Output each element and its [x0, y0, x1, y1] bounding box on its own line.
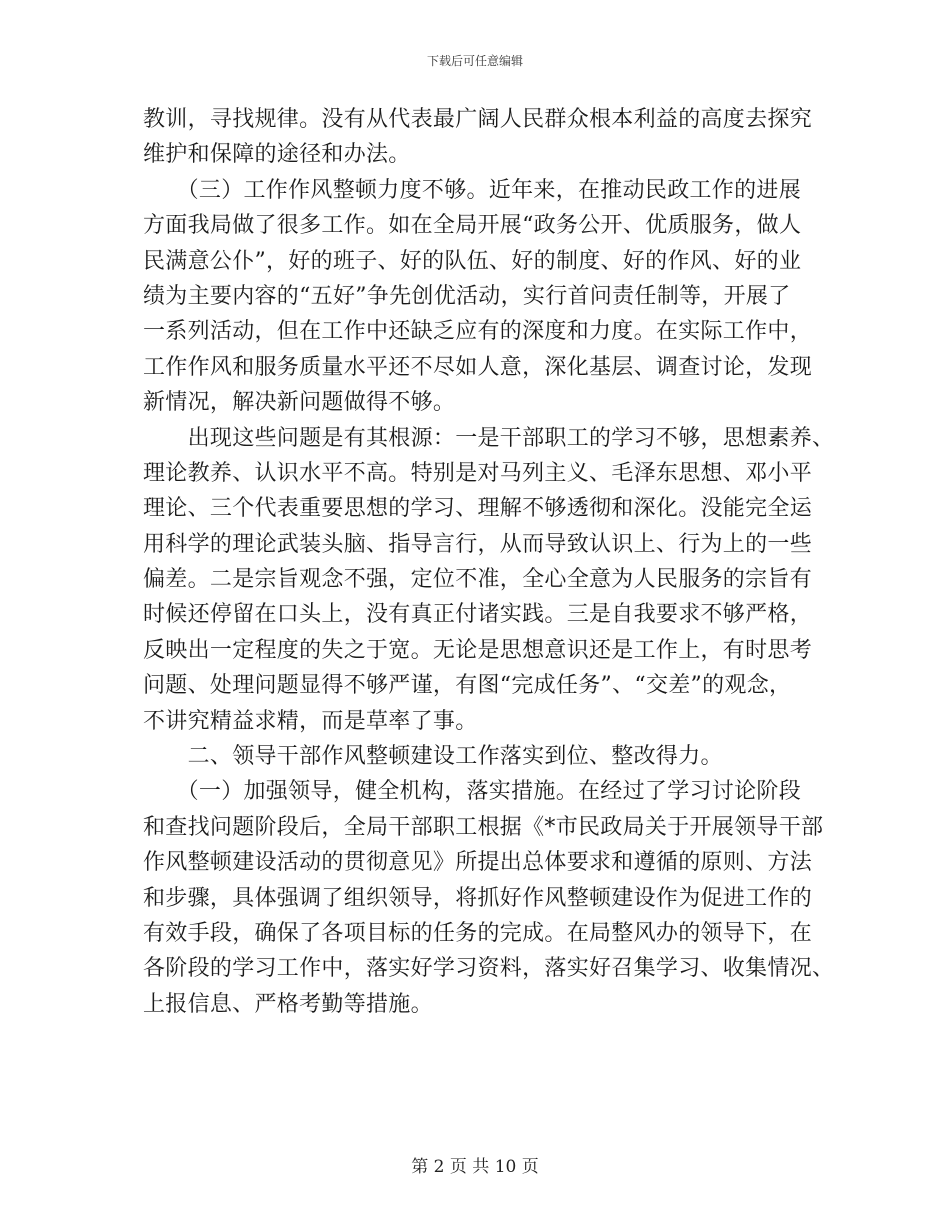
body-line: 一系列活动，但在工作中还缺乏应有的深度和力度。在实际工作中，: [143, 319, 813, 345]
body-line: 问题、处理问题显得不够严谨，有图“完成任务”、“交差”的观念，: [143, 673, 792, 699]
body-line: 教训，寻找规律。没有从代表最广阔人民群众根本利益的高度去探究: [143, 107, 813, 132]
body-line: 作风整顿建设活动的贯彻意见》所提出总体要求和遵循的原则、方法: [143, 850, 813, 876]
body-line: 偏差。二是宗旨观念不强，定位不准，全心全意为人民服务的宗旨有: [143, 567, 813, 593]
body-line: 方面我局做了很多工作。如在全局开展“政务公开、优质服务，做人: [143, 213, 802, 239]
body-line: （一）加强领导，健全机构，落实措施。在经过了学习讨论阶段: [143, 779, 802, 805]
body-line: 和查找问题阶段后，全局干部职工根据《*市民政局关于开展领导干部: [143, 814, 824, 840]
body-line: （三）工作作风整顿力度不够。近年来，在推动民政工作的进展: [143, 177, 802, 203]
body-line: 绩为主要内容的“五好”争先创优活动，实行首问责任制等，开展了: [143, 283, 791, 309]
body-line: 维护和保障的途径和办法。: [143, 142, 411, 168]
body-line: 有效手段，确保了各项目标的任务的完成。在局整风办的领导下，在: [143, 920, 813, 946]
body-line: 各阶段的学习工作中，落实好学习资料，落实好召集学习、收集情况、: [143, 956, 835, 982]
body-line: 用科学的理论武装头脑、指导言行，从而导致认识上、行为上的一些: [143, 531, 813, 557]
body-line: 民满意公仆”，好的班子、好的队伍、好的制度、好的作风、好的业: [143, 248, 802, 274]
body-line: 不讲究精益求精，而是草率了事。: [143, 708, 478, 734]
body-line: 和步骤，具体强调了组织领导，将抓好作风整顿建设作为促进工作的: [143, 885, 813, 911]
body-line: 新情况，解决新问题做得不够。: [143, 390, 456, 416]
document-body: [143, 102, 835, 1022]
body-line: 时候还停留在口头上，没有真正付诸实践。三是自我要求不够严格，: [143, 602, 813, 628]
body-line: 工作作风和服务质量水平还不尽如人意，深化基层、调查讨论，发现: [143, 354, 813, 380]
body-line: 理论、三个代表重要思想的学习、理解不够透彻和深化。没能完全运: [143, 496, 813, 522]
page-number-footer: 第 2 页 共 10 页: [411, 1157, 539, 1177]
section-heading: 二、领导干部作风整顿建设工作落实到位、整改得力。: [143, 744, 723, 770]
body-line: 反映出一定程度的失之于宽。无论是思想意识还是工作上，有时思考: [143, 637, 813, 663]
body-line: 上报信息、严格考勤等措施。: [143, 991, 433, 1017]
body-line: 出现这些问题是有其根源：一是干部职工的学习不够，思想素养、: [143, 425, 835, 451]
page-header-note: 下载后可任意编辑: [426, 54, 523, 68]
body-line: 理论教养、认识水平不高。特别是对马列主义、毛泽东思想、邓小平: [143, 460, 813, 486]
